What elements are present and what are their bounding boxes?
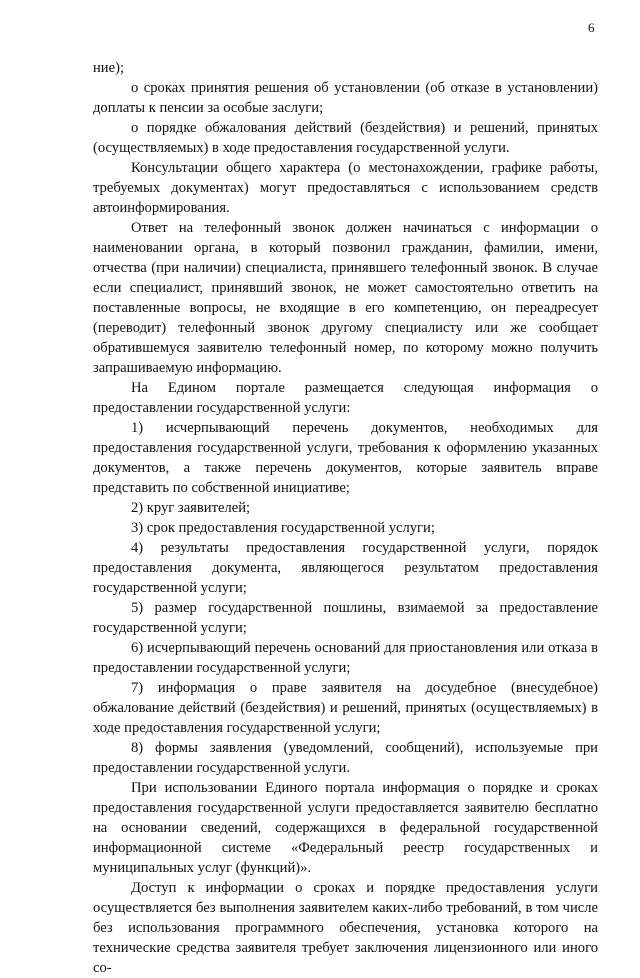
document-body xyxy=(93,58,598,978)
paragraph: Консультации общего характера (о местонахождении, графике работы, требуемых документах) могут предоставляться с использованием средств автоинформирования. xyxy=(93,160,598,216)
list-item: 3) срок предоставления государственной услуги; xyxy=(131,520,435,536)
paragraph: о порядке обжалования действий (бездействия) и решений, принятых (осуществляемых) в ходе предоставления государственной услуги. xyxy=(93,120,598,156)
paragraph: ние); xyxy=(93,60,125,76)
paragraph: Ответ на телефонный звонок должен начинаться с информации о наименовании органа, в который позвонил гражданин, фамилии, имени, отчества (при наличии) специалиста, принявшего телефонный звонок. В случае если специалист, принявший звонок, не может самостоятельно ответить на поставленные вопросы, не входящие в его компетенцию, он переадресует (переводит) телефонный звонок другому специалисту или же сообщает обратившемуся заявителю телефонный номер, по которому можно получить запрашиваемую информацию. xyxy=(93,220,598,376)
list-item: 5) размер государственной пошлины, взимаемой за предоставление государственной услуги; xyxy=(93,600,598,636)
paragraph: о сроках принятия решения об установлении (об отказе в установлении) доплаты к пенсии за особые заслуги; xyxy=(93,80,598,116)
paragraph: Доступ к информации о сроках и порядке предоставления услуги осуществляется без выполнения заявителем каких-либо требований, в том числе без использования программного обеспечения, установка которого на технические средства заявителя требует заключения лицензионного или иного со- xyxy=(93,880,598,976)
paragraph: На Едином портале размещается следующая информация о предоставлении государственной услуги: xyxy=(93,380,598,416)
page-number: 6 xyxy=(588,20,595,35)
paragraph: При использовании Единого портала информация о порядке и сроках предоставления государственной услуги предоставляется заявителю бесплатно на основании сведений, содержащихся в федеральной государственной информационной системе «Федеральный реестр государственных и муниципальных услуг (функций)». xyxy=(93,780,598,876)
list-item: 4) результаты предоставления государственной услуги, порядок предоставления документа, являющегося результатом предоставления государственной услуги; xyxy=(93,540,598,596)
list-item: 8) формы заявления (уведомлений, сообщений), используемые при предоставлении государственной услуги. xyxy=(93,740,598,776)
list-item: 7) информация о праве заявителя на досудебное (внесудебное) обжалование действий (бездействия) и решений, принятых (осуществляемых) в ходе предоставления государственной услуги; xyxy=(93,680,598,736)
list-item: 1) исчерпывающий перечень документов, необходимых для предоставления государственной услуги, требования к оформлению указанных документов, а также перечень документов, которые заявитель вправе представить по собственной инициативе; xyxy=(93,420,598,496)
list-item: 6) исчерпывающий перечень оснований для приостановления или отказа в предоставлении государственной услуги; xyxy=(93,640,598,676)
list-item: 2) круг заявителей; xyxy=(131,500,251,516)
